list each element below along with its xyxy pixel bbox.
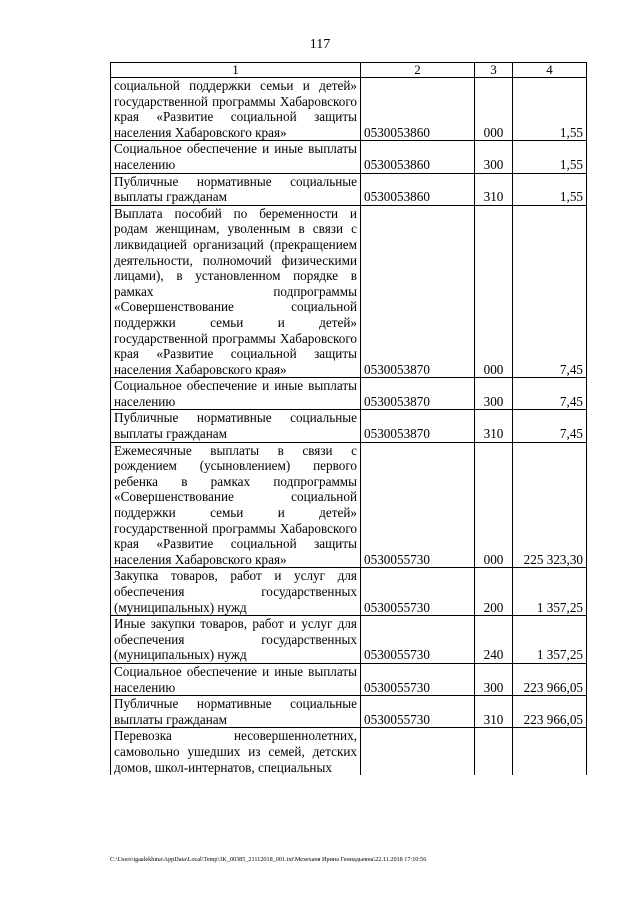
row-target-code: 0530053860 <box>361 141 475 173</box>
column-header-4: 4 <box>513 63 587 78</box>
row-target-code: 0530055730 <box>361 696 475 728</box>
row-amount: 223 966,05 <box>513 663 587 695</box>
table-row <box>111 205 587 378</box>
row-amount: 1,55 <box>513 173 587 205</box>
row-description: Иные закупки товаров, работ и услуг для обеспечения государственных (муниципальных) нужд <box>111 616 361 664</box>
row-target-code: 0530055730 <box>361 568 475 616</box>
row-amount: 7,45 <box>513 378 587 410</box>
row-expense-type: 300 <box>475 141 513 173</box>
row-amount: 1 357,25 <box>513 568 587 616</box>
row-target-code: 0530055730 <box>361 663 475 695</box>
row-expense-type <box>475 728 513 775</box>
row-target-code: 0530053860 <box>361 173 475 205</box>
row-expense-type: 310 <box>475 696 513 728</box>
row-target-code: 0530055730 <box>361 442 475 568</box>
row-target-code: 0530055730 <box>361 616 475 664</box>
row-target-code: 0530053870 <box>361 205 475 378</box>
row-target-code: 0530053870 <box>361 378 475 410</box>
row-amount: 1,55 <box>513 141 587 173</box>
row-amount: 223 966,05 <box>513 696 587 728</box>
column-header-2: 2 <box>361 63 475 78</box>
row-description: Перевозка несовершеннолетних, самовольно ушедших из семей, детских домов, школ-интернатов, специальных <box>111 728 361 775</box>
table-row <box>111 410 587 442</box>
row-expense-type: 000 <box>475 205 513 378</box>
row-target-code <box>361 728 475 775</box>
row-description: Социальное обеспечение и иные выплаты населению <box>111 378 361 410</box>
row-expense-type: 310 <box>475 410 513 442</box>
table-row <box>111 78 587 141</box>
row-expense-type: 240 <box>475 616 513 664</box>
row-description: Социальное обеспечение и иные выплаты населению <box>111 663 361 695</box>
column-header-1: 1 <box>111 63 361 78</box>
row-expense-type: 310 <box>475 173 513 205</box>
row-amount: 1,55 <box>513 78 587 141</box>
row-amount: 1 357,25 <box>513 616 587 664</box>
page-number: 117 <box>309 37 331 52</box>
table-row <box>111 442 587 568</box>
row-description: Ежемесячные выплаты в связи с рождением (усыновлением) первого ребенка в рамках подпрограммы «Совершенствование социальной поддержки семьи и детей» государственной программы Хабаровского края «Развитие социальной защиты населения Хабаровского края» <box>111 442 361 568</box>
table-row <box>111 173 587 205</box>
row-amount: 225 323,30 <box>513 442 587 568</box>
table-row <box>111 141 587 173</box>
row-expense-type: 300 <box>475 663 513 695</box>
table-row <box>111 616 587 664</box>
row-target-code: 0530053870 <box>361 410 475 442</box>
table-row <box>111 378 587 410</box>
row-description: Публичные нормативные социальные выплаты гражданам <box>111 696 361 728</box>
table-row <box>111 568 587 616</box>
file-path-footer: C:\Users\igaalekhina\AppData\Local\Temp\3K_00385_21112018_001.txt\Мехеханя Ирина Геннадьевна\22.11.2018 17:10:56 <box>110 856 427 863</box>
row-amount: 7,45 <box>513 410 587 442</box>
budget-table <box>110 62 587 775</box>
row-description: Закупка товаров, работ и услуг для обеспечения государственных (муниципальных) нужд <box>111 568 361 616</box>
row-description: социальной поддержки семьи и детей» государственной программы Хабаровского края «Развитие социальной защиты населения Хабаровского края» <box>111 78 361 141</box>
table-header-row <box>111 63 587 78</box>
column-header-3: 3 <box>475 63 513 78</box>
row-target-code: 0530053860 <box>361 78 475 141</box>
row-description: Публичные нормативные социальные выплаты гражданам <box>111 410 361 442</box>
table-row <box>111 696 587 728</box>
row-expense-type: 000 <box>475 442 513 568</box>
table-row <box>111 728 587 775</box>
row-expense-type: 000 <box>475 78 513 141</box>
row-description: Социальное обеспечение и иные выплаты населению <box>111 141 361 173</box>
row-amount: 7,45 <box>513 205 587 378</box>
row-description: Выплата пособий по беременности и родам женщинам, уволенным в связи с ликвидацией организаций (прекращением деятельности, полномочий физическими лицами), в установленном порядке в рамках подпрограммы «Совершенствование социальной поддержки семьи и детей» государственной программы Хабаровского края «Развитие социальной защиты населения Хабаровского края» <box>111 205 361 378</box>
row-expense-type: 300 <box>475 378 513 410</box>
row-expense-type: 200 <box>475 568 513 616</box>
row-description: Публичные нормативные социальные выплаты гражданам <box>111 173 361 205</box>
table-row <box>111 663 587 695</box>
row-amount <box>513 728 587 775</box>
